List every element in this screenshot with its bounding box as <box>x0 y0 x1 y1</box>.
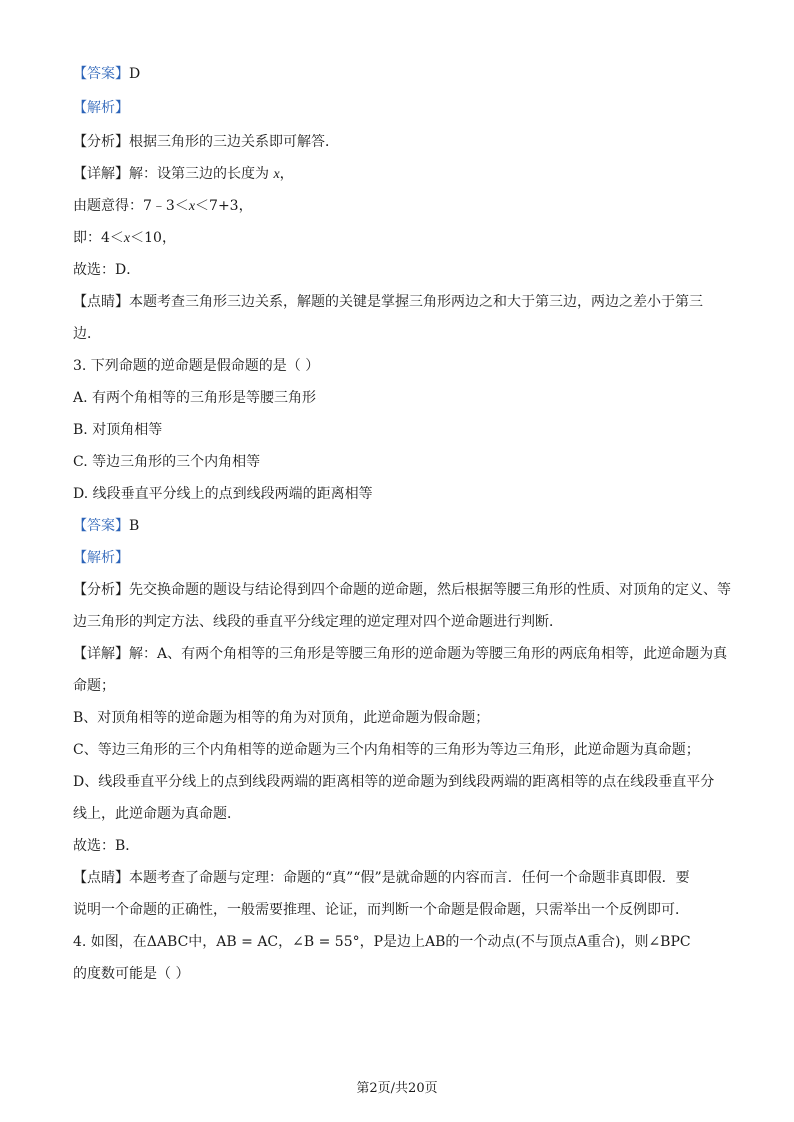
solution-text: 命题； <box>73 678 115 694</box>
question-4-cont: 的度数可能是（ ） <box>73 966 190 982</box>
comment-text: 【点睛】本题考查三角形三边关系，解题的关键是掌握三角形两边之和大于第三边，两边之差小于第三 <box>73 294 703 310</box>
page-footer: 第2页/共20页 <box>356 1081 438 1096</box>
option-a: A. 有两个角相等的三角形是等腰三角形 <box>73 390 317 406</box>
solution-text: D、线段垂直平分线上的点到线段两端的距离相等的逆命题为到线段两端的距离相等的点在线段垂直平分 <box>73 774 715 790</box>
solution-text: 线上，此逆命题为真命题． <box>73 806 241 822</box>
solution-step: 即：4＜x＜10， <box>73 230 176 246</box>
answer-line-q2 <box>73 64 728 84</box>
solution-text: B、对顶角相等的逆命题为相等的角为对顶角，此逆命题为假命题； <box>73 710 490 726</box>
analysis-heading-q2 <box>73 98 728 118</box>
option-d: D. 线段垂直平分线上的点到线段两端的距离相等 <box>73 486 373 502</box>
solution-step: 由题意得：7﹣3＜x＜7+3， <box>73 198 253 214</box>
comment-text: 边． <box>73 326 101 342</box>
choice-line: 故选：B． <box>73 838 140 854</box>
solution-text: C、等边三角形的三个内角相等的逆命题为三个内角相等的三角形为等边三角形，此逆命题为真命题； <box>73 742 700 758</box>
solution-text: 【详解】解：A、有两个角相等的三角形是等腰三角形的逆命题为等腰三角形的两底角相等，此逆命题为真 <box>73 646 728 662</box>
analysis-tag: 【解析】 <box>73 550 129 566</box>
comment-text: 【点睛】本题考查了命题与定理：命题的“真”“假”是就命题的内容而言．任何一个命题非真即假．要 <box>73 870 690 886</box>
answer-value: D <box>129 66 141 82</box>
analysis-heading-q3 <box>73 548 728 568</box>
answer-tag: 【答案】 <box>73 518 129 534</box>
analysis-text: 【分析】先交换命题的题设与结论得到四个命题的逆命题，然后根据等腰三角形的性质、对顶角的定义、等 <box>73 582 731 598</box>
question-4: 4. 如图，在ΔABC中，AB = AC，∠B = 55°，P是边上AB的一个动点(不与顶点A重合)，则∠BPC <box>73 934 691 950</box>
analysis-text: 边三角形的判定方法、线段的垂直平分线定理的逆定理对四个逆命题进行判断． <box>73 614 563 630</box>
analysis-tag: 【解析】 <box>73 100 129 116</box>
option-b: B. 对顶角相等 <box>73 422 163 438</box>
question-3: 3. 下列命题的逆命题是假命题的是（ ） <box>73 358 320 374</box>
analysis-text: 【分析】根据三角形的三边关系即可解答． <box>73 134 339 150</box>
option-c: C. 等边三角形的三个内角相等 <box>73 454 261 470</box>
solution-text: 【详解】解：设第三边的长度为 x， <box>73 166 294 182</box>
answer-tag: 【答案】 <box>73 66 129 82</box>
comment-text: 说明一个命题的正确性，一般需要推理、论证，而判断一个命题是假命题，只需举出一个反例即可． <box>73 902 689 918</box>
choice-line: 故选：D． <box>73 262 141 278</box>
answer-line-q3 <box>73 516 728 536</box>
answer-value: B <box>129 518 140 534</box>
